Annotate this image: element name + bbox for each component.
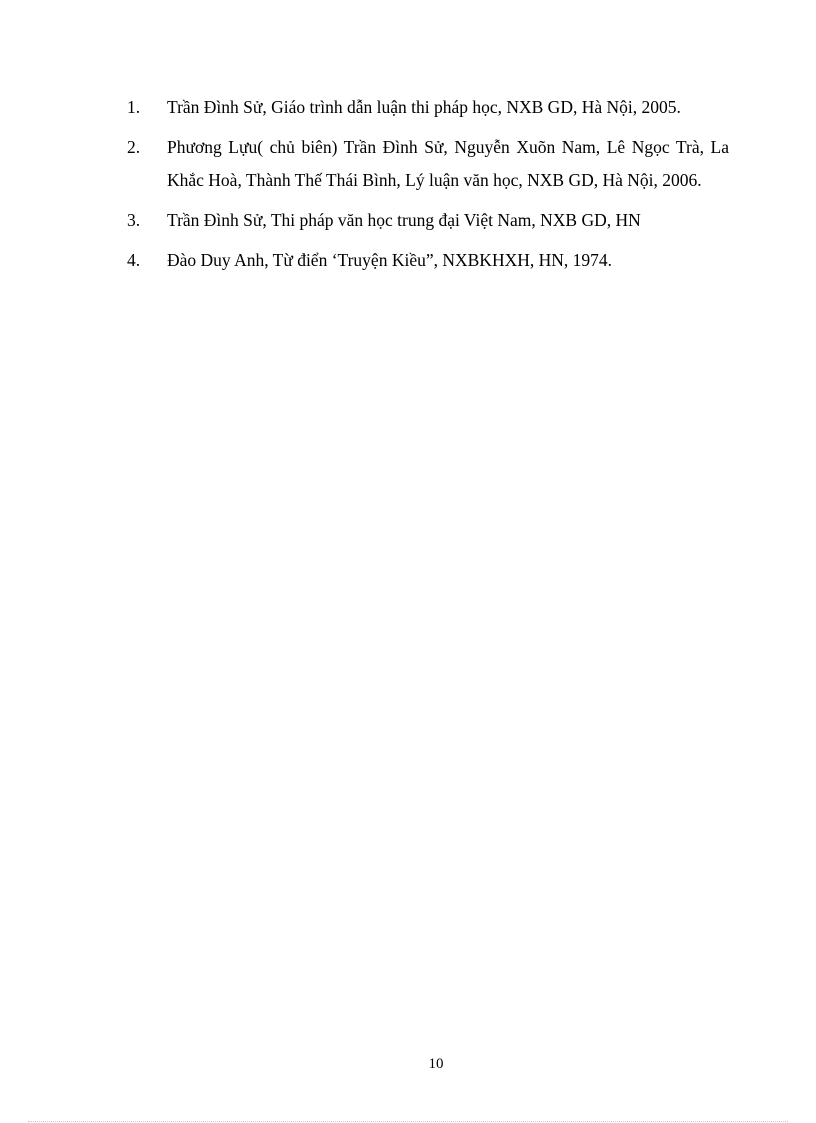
list-item [127,131,729,197]
page-bottom-divider [28,1121,788,1122]
list-item-text: Trần Đình Sử, Thi pháp văn học trung đại Việt Nam, NXB GD, HN [167,210,641,230]
reference-list [127,91,729,284]
list-item-number: 2. [127,137,141,157]
list-item-number: 3. [127,210,141,230]
list-item [127,91,729,124]
list-item [127,244,729,277]
list-item-number: 4. [127,250,141,270]
page-number: 10 [428,1056,444,1072]
list-item-text: Đào Duy Anh, Từ điển ‘Truyện Kiều”, NXBKHXH, HN, 1974. [167,250,613,270]
list-item-text: Phương Lựu( chủ biên) Trần Đình Sử, Nguyễn Xuõn Nam, Lê Ngọc Trà, La Khắc Hoà, Thành Thế Thái Bình, Lý luận văn học, NXB GD, Hà Nội, 2006. [167,137,729,190]
list-item [127,204,729,237]
list-item-text: Trần Đình Sử, Giáo trình dẫn luận thi pháp học, NXB GD, Hà Nội, 2005. [167,97,681,117]
list-item-number: 1. [127,97,141,117]
